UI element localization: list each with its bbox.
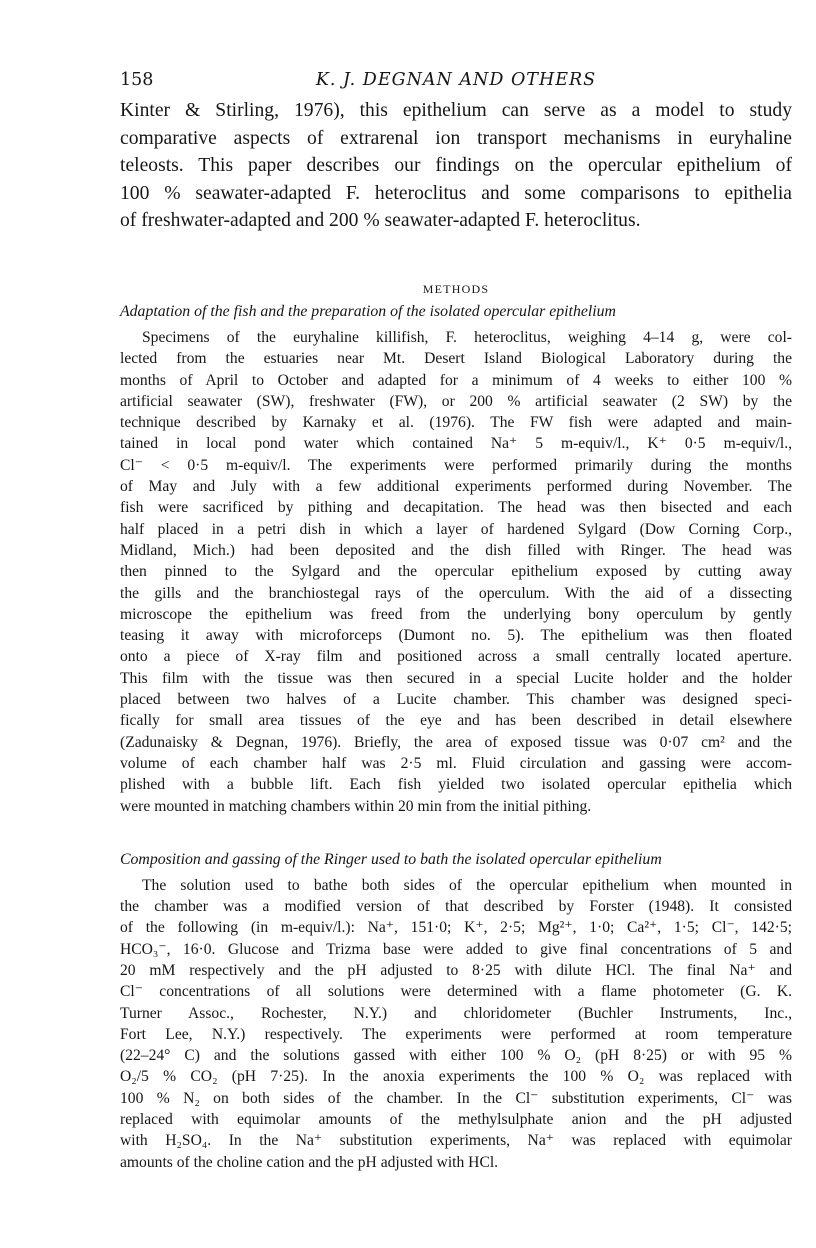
text-line: amounts of the choline cation and the pH adjusted with HCl. — [120, 1153, 499, 1171]
text-line: Specimens of the euryhaline killifish, F. heteroclitus, weighing 4–14 g, were col- — [142, 328, 792, 346]
running-title: K. J. DEGNAN AND OTHERS — [315, 70, 597, 90]
text-line: fically for small area tissues of the eye and has been described in detail elsewhere — [120, 712, 792, 730]
text-line: teleosts. This paper describes our findings on the opercular epithelium of — [120, 155, 792, 177]
text-line: 20 mM respectively and the pH adjusted to 8·25 with dilute HCl. The final Na⁺ and — [120, 961, 792, 979]
text-line: months of April to October and adapted for a minimum of 4 weeks to either 100 % — [120, 371, 792, 389]
text-line: fish were sacrificed by pithing and decapitation. The head was then bisected and each — [120, 499, 792, 517]
text-line: placed between two halves of a Lucite chamber. This chamber was designed speci- — [120, 691, 792, 709]
text-line: tained in local pond water which contained Na⁺ 5 m-equiv/l., K⁺ 0·5 m-equiv/l., — [120, 435, 792, 453]
text-line: then pinned to the Sylgard and the opercular epithelium exposed by cutting away — [120, 563, 792, 581]
text-line: HCO₃⁻, 16·0. Glucose and Trizma base were added to give final concentrations of 5 and — [120, 940, 792, 958]
text-line: (22–24° C) and the solutions gassed with either 100 % O₂ (pH 8·25) or with 95 % — [120, 1047, 792, 1065]
text-line: teasing it away with microforceps (Dumont no. 5). The epithelium was then floated — [120, 627, 792, 645]
text-line: Fort Lee, N.Y.) respectively. The experiments were performed at room temperature — [120, 1025, 792, 1043]
text-line: artificial seawater (SW), freshwater (FW), or 200 % artificial seawater (2 SW) by the — [120, 392, 792, 410]
text-line: plished with a bubble lift. Each fish yielded two isolated opercular epithelia which — [120, 776, 792, 794]
text-line: 100 % seawater-adapted F. heteroclitus and some comparisons to epithelia — [120, 182, 792, 204]
text-line: lected from the estuaries near Mt. Desert Island Biological Laboratory during the — [120, 350, 792, 368]
text-line: This film with the tissue was then secured in a special Lucite holder and the holder — [120, 669, 792, 687]
text-line: Kinter & Stirling, 1976), this epithelium can serve as a model to study — [120, 100, 792, 121]
running-header — [120, 66, 792, 94]
text-line: comparative aspects of extrarenal ion transport mechanisms in euryhaline — [120, 127, 792, 149]
text-line: technique described by Karnaky et al. (1976). The FW fish were adapted and main- — [120, 414, 792, 432]
text-line: of May and July with a few additional experiments performed during November. The — [120, 478, 792, 496]
text-line: Midland, Mich.) had been deposited and the dish filled with Ringer. The head was — [120, 541, 792, 559]
page-number: 158 — [120, 70, 154, 90]
text-line: the gills and the branchiostegal rays of the operculum. With the aid of a dissecting — [120, 584, 792, 602]
text-line: 100 % N₂ on both sides of the chamber. In the Cl⁻ substitution experiments, Cl⁻ was — [120, 1089, 792, 1107]
subsection-title-adaptation: Adaptation of the fish and the preparation of the isolated opercular epithelium — [120, 302, 616, 320]
text-line: O₂/5 % CO₂ (pH 7·25). In the anoxia experiments the 100 % O₂ was replaced with — [120, 1068, 792, 1086]
subsection-title-ringer: Composition and gassing of the Ringer used to bath the isolated opercular epithelium — [120, 850, 662, 868]
text-line: of freshwater-adapted and 200 % seawater-adapted F. heteroclitus. — [120, 210, 641, 232]
text-line: of the following (in m-equiv/l.): Na⁺, 151·0; K⁺, 2·5; Mg²⁺, 1·0; Ca²⁺, 1·5; Cl⁻, 142·5; — [120, 919, 792, 937]
text-line: (Zadunaisky & Degnan, 1976). Briefly, the area of exposed tissue was 0·07 cm² and the — [120, 733, 792, 751]
paragraph-adaptation — [120, 327, 792, 817]
text-line: were mounted in matching chambers within 20 min from the initial pithing. — [120, 797, 592, 815]
text-line: replaced with equimolar amounts of the methylsulphate anion and the pH adjusted — [120, 1111, 792, 1129]
text-line: the chamber was a modified version of that described by Forster (1948). It consisted — [120, 898, 792, 916]
section-heading-methods: METHODS — [422, 281, 490, 296]
lead-paragraph — [120, 97, 792, 235]
text-line: Cl⁻ < 0·5 m-equiv/l. The experiments were performed primarily during the months — [120, 456, 792, 474]
text-line: Turner Assoc., Rochester, N.Y.) and chloridometer (Buchler Instruments, Inc., — [120, 1004, 792, 1022]
text-line: volume of each chamber half was 2·5 ml. Fluid circulation and gassing were accom- — [120, 754, 792, 772]
text-line: Cl⁻ concentrations of all solutions were determined with a flame photometer (G. K. — [120, 983, 792, 1001]
text-line: onto a piece of X-ray film and positioned across a small centrally located aperture. — [120, 648, 792, 666]
journal-page — [120, 66, 792, 1173]
text-line: with H₂SO₄. In the Na⁺ substitution experiments, Na⁺ was replaced with equimolar — [120, 1132, 792, 1150]
text-line: half placed in a petri dish in which a layer of hardened Sylgard (Dow Corning Corp., — [120, 520, 792, 538]
text-line: The solution used to bathe both sides of the opercular epithelium when mounted in — [142, 876, 792, 894]
paragraph-ringer — [120, 875, 792, 1173]
text-line: microscope the epithelium was freed from the underlying bony operculum by gently — [120, 605, 792, 623]
